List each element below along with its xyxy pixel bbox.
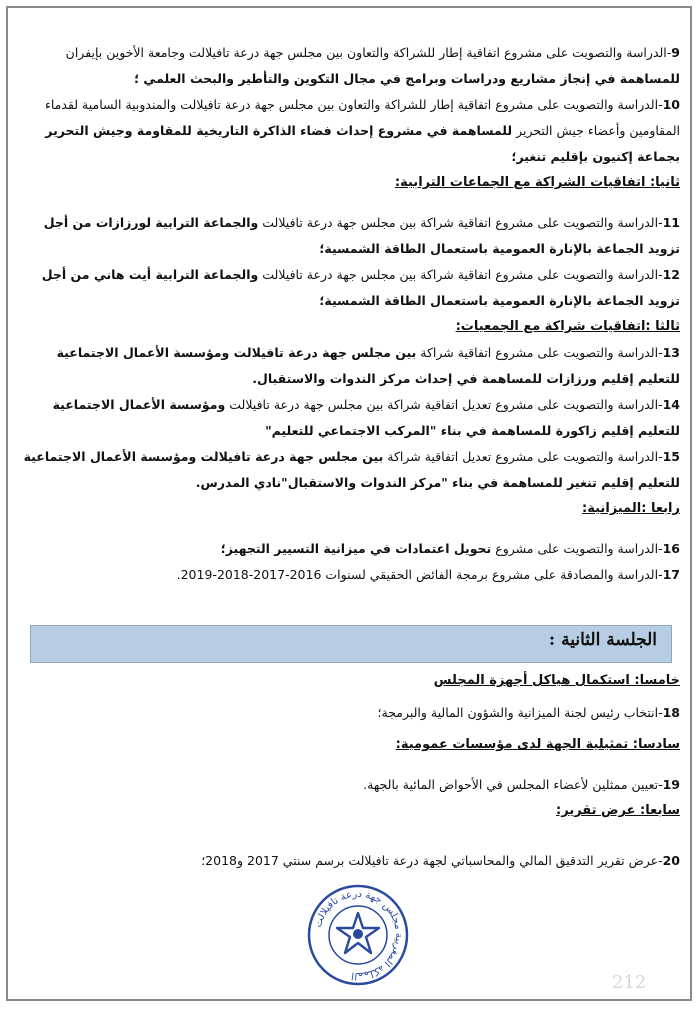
official-seal-icon: [306, 883, 410, 987]
item-emphasis: ومؤسسة الأعمال الاجتماعية للتعليم إقليم زاكورة للمساهمة في بناء "المركب الاجتماعي للتعليم": [52, 397, 680, 438]
seal-text: المملكة المغربية مجلس جهة درعة تافيلالت: [312, 888, 405, 982]
item-number: 11: [662, 215, 680, 230]
item-emphasis: بين مجلس جهة درعة تافيلالت ومؤسسة الأعمال الاجتماعية للتعليم إقليم تنغير للمساهمة في بناء "مركز الندوات والاستقبال"نادي المدرس.: [23, 449, 680, 490]
item-text: -الدراسة والتصويت على مشروع اتفاقية شراكة: [420, 345, 663, 360]
agenda-item-15: [20, 444, 680, 496]
item-emphasis: للمساهمة في مشروع إحداث فضاء الذاكرة التاريخية للمقاومة وجيش التحرير بجماعة إكنيون بإقليم تنغير؛: [45, 123, 680, 164]
item-number: 18: [662, 705, 680, 720]
item-text: -الدراسة والتصويت على مشروع اتفاقية إطار للشراكة والتعاون بين مجلس جهة درعة تافيلالت والمندوبية السامية لقدماء المقاومين وأعضاء جيش التحرير: [45, 97, 680, 138]
item-number: 20: [662, 853, 680, 868]
agenda-item-12: [20, 262, 680, 314]
item-text: -الدراسة والتصويت على مشروع اتفاقية شراكة بين مجلس جهة درعة تافيلالت: [262, 267, 663, 282]
agenda-item-19: [20, 772, 680, 798]
section-heading-third: ثالثا :اتفاقيات شراكة مع الجمعيات:: [455, 319, 680, 334]
agenda-item-14: [20, 392, 680, 444]
session-banner: [30, 625, 672, 663]
agenda-item-16: [20, 536, 680, 562]
item-emphasis: تحويل اعتمادات في ميزانية التسيير التجهيز؛: [220, 541, 492, 556]
item-number: 10: [662, 97, 680, 112]
item-number: 15: [662, 449, 680, 464]
item-text: -الدراسة والتصويت على مشروع تعديل اتفاقية شراكة: [387, 449, 663, 464]
agenda-item-11: [20, 210, 680, 262]
item-text: -الدراسة والمصادقة على مشروع برمجة الفائض الحقيقي لسنوات 2016-2017-2018-2019.: [176, 567, 663, 582]
item-emphasis: والجماعة الترابية أيت هاني من أجل تزويد الجماعة بالإنارة العمومية باستعمال الطاقة الشمسية؛: [41, 267, 680, 308]
section-heading-sixth: سادسا: تمثيلية الجهة لدى مؤسسات عمومية:: [395, 737, 680, 752]
item-text: -تعيين ممثلين لأعضاء المجلس في الأحواض المائية بالجهة.: [363, 777, 663, 792]
agenda-lower: [20, 668, 680, 874]
item-text: -الدراسة والتصويت على مشروع اتفاقية إطار للشراكة والتعاون بين مجلس جهة درعة تافيلالت وجامعة الأخوين بإيفران: [65, 45, 672, 60]
item-text: -عرض تقرير التدقيق المالي والمحاسباتي لجهة درعة تافيلالت برسم سنتي 2017 و2018؛: [201, 853, 663, 868]
agenda-item-18: [20, 700, 680, 726]
section-heading-fifth: خامسا: استكمال هياكل أجهزة المجلس: [433, 673, 680, 688]
item-number: 17: [662, 567, 680, 582]
section-heading-fourth: رابعا :الميزانية:: [582, 501, 680, 516]
section-heading-seventh: سابعا: عرض تقرير:: [556, 803, 680, 818]
item-emphasis: للمساهمة في إنجاز مشاريع ودراسات وبرامج في مجال التكوين والتأطير والبحث العلمي ؛: [134, 71, 680, 86]
agenda-upper: [20, 40, 680, 588]
agenda-item-17: [20, 562, 680, 588]
item-number: 12: [662, 267, 680, 282]
item-emphasis: والجماعة الترابية لورزازات من أجل تزويد الجماعة بالإنارة العمومية باستعمال الطاقة الشمسية؛: [43, 215, 680, 256]
agenda-item-13: [20, 340, 680, 392]
item-text: -الدراسة والتصويت على مشروع تعديل اتفاقية شراكة بين مجلس جهة درعة تافيلالت: [229, 397, 663, 412]
item-number: 16: [662, 541, 680, 556]
agenda-item-10: [20, 92, 680, 170]
item-number: 19: [662, 777, 680, 792]
section-heading-second: ثانيا: اتفاقيات الشراكة مع الجماعات الترابية:: [394, 175, 680, 190]
session-title: الجلسة الثانية :: [548, 630, 657, 650]
item-number: 14: [662, 397, 680, 412]
agenda-item-9: [20, 40, 680, 92]
item-number: 9: [671, 45, 680, 60]
item-number: 13: [662, 345, 680, 360]
agenda-item-20: [20, 848, 680, 874]
item-text: -انتخاب رئيس لجنة الميزانية والشؤون المالية والبرمجة؛: [377, 705, 663, 720]
item-emphasis: بين مجلس جهة درعة تافيلالت ومؤسسة الأعمال الاجتماعية للتعليم إقليم ورزازات للمساهمة في إحداث مركز الندوات والاستقبال.: [56, 345, 680, 386]
item-text: -الدراسة والتصويت على مشروع: [495, 541, 663, 556]
item-text: -الدراسة والتصويت على مشروع اتفاقية شراكة بين مجلس جهة درعة تافيلالت: [262, 215, 663, 230]
page-number: 212: [612, 972, 647, 993]
